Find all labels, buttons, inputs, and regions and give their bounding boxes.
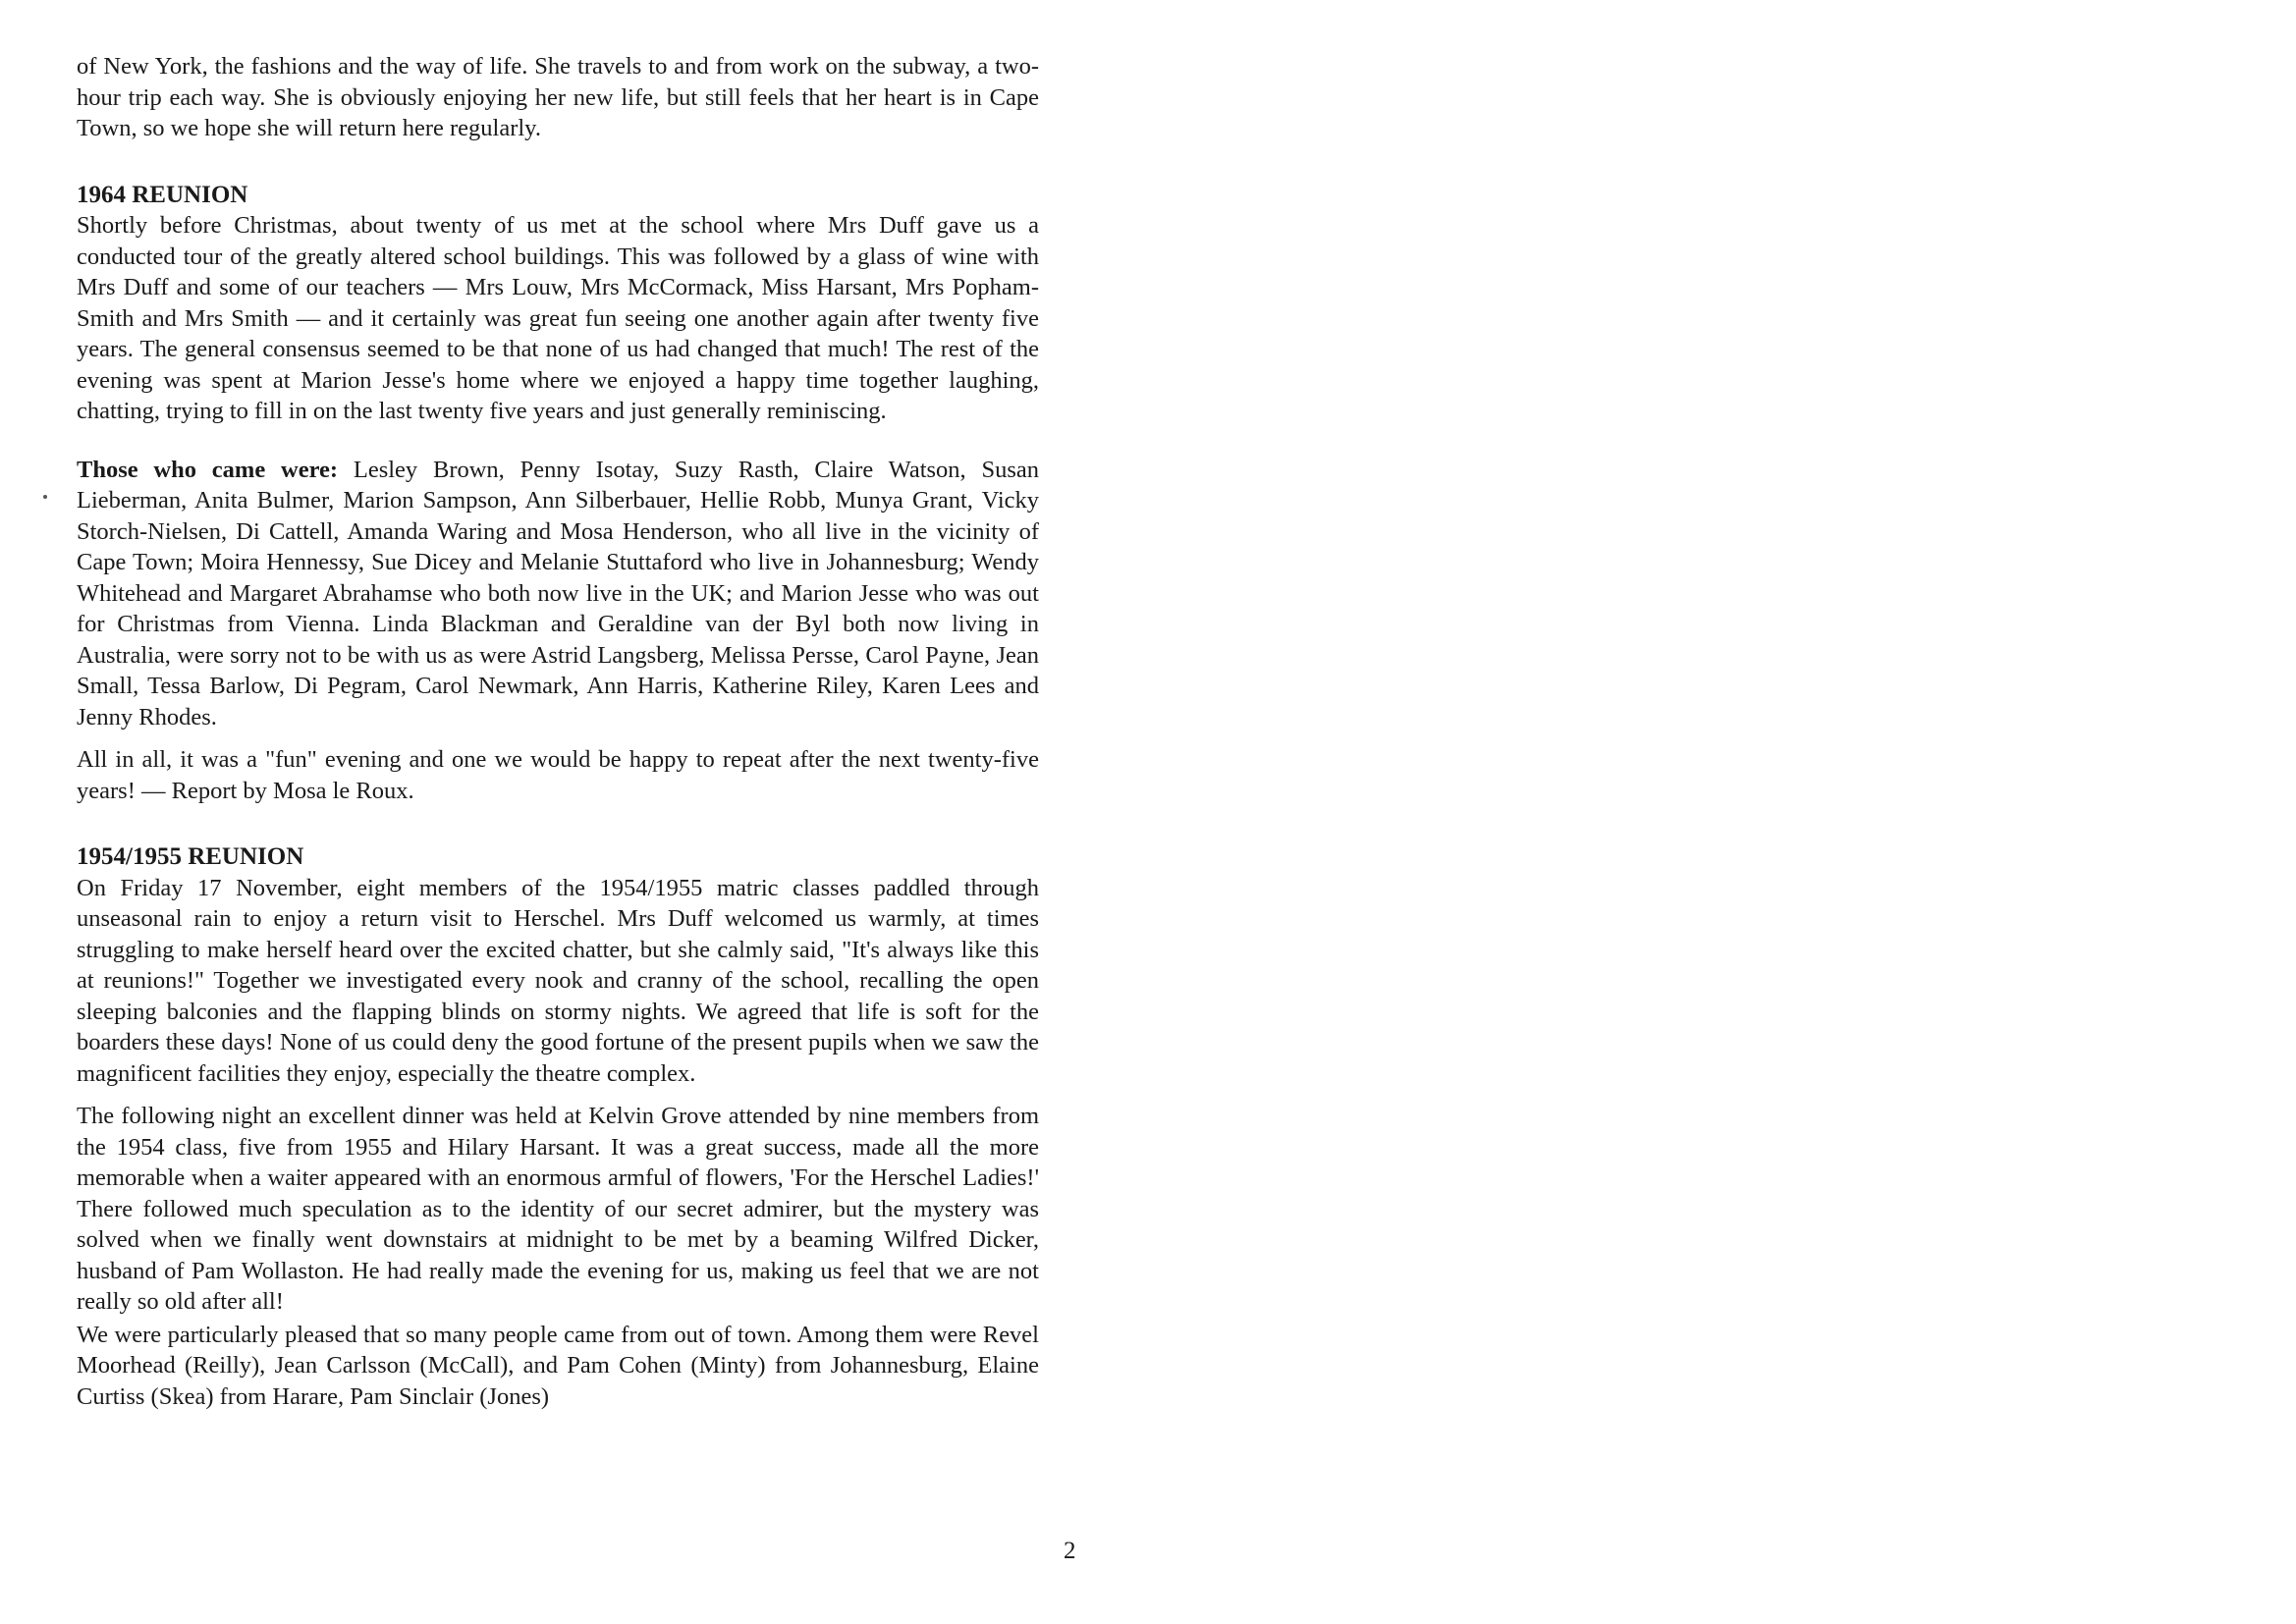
attendees-text: Lesley Brown, Penny Isotay, Suzy Rasth, Claire Watson, Susan Lieberman, Anita Bulmer, Marion Sampson, Ann Silberbauer, Hellie Robb, Munya Grant, Vicky Storch-Nielsen, Di Cattell, Amanda Waring and Mosa Henderson, who all live in the vicinity of Cape Town; Moira Hennessy, Sue Dicey and Melanie Stuttaford who live in Johannesburg; Wendy Whitehead and Margaret Abrahamse who both now live in the UK; and Marion Jesse who was out for Christmas from Vienna. Linda Blackman and Geraldine van der Byl both now living in Australia, were sorry not to be with us as were Astrid Langsberg, Melissa Persse, Carol Payne, Jean Small, Tessa Barlow, Di Pegram, Carol Newmark, Ann Harris, Katherine Riley, Karen Lees and Jenny Rhodes. [77,456,1039,731]
reunion-1954-paragraph-2: The following night an excellent dinner was held at Kelvin Grove attended by nine members from the 1954 class, five from 1955 and Hilary Harsant. It was a great success, made all the more memorable when a waiter appeared with an enormous armful of flowers, 'For the Herschel Ladies!' There followed much speculation as to the identity of our secret admirer, but the mystery was solved when we finally went downstairs at midnight to be met by a beaming Wilfred Dicker, husband of Pam Wollaston. He had really made the evening for us, making us feel that we are not really so old after all! [77,1103,1039,1315]
page-number: 2 [1064,1538,1076,1564]
section-spacer [77,806,1039,841]
heading-1964-reunion: 1964 REUNION [77,181,248,208]
heading-1954-1955-reunion: 1954/1955 REUNION [77,843,304,870]
attendees-lead: Those who came were: [77,456,339,483]
stray-mark [43,495,47,499]
paragraph-spacer [77,732,1039,744]
reunion-1964-closing: All in all, it was a "fun" evening and one we would be happy to repeat after the next twenty-five years! — Report by Mosa le Roux. [77,746,1039,804]
text-column [77,51,1039,1412]
intro-paragraph: of New York, the fashions and the way of life. She travels to and from work on the subway, a two-hour trip each way. She is obviously enjoying her new life, but still feels that her heart is in Cape Town, so we hope she will return here regularly. [77,53,1039,141]
paragraph-spacer [77,1089,1039,1101]
reunion-1954-paragraph-1: On Friday 17 November, eight members of the 1954/1955 matric classes paddled through unseasonal rain to enjoy a return visit to Herschel. Mrs Duff welcomed us warmly, at times struggling to make herself heard over the excited chatter, but she calmly said, "It's always like this at reunions!" Together we investigated every nook and cranny of the school, recalling the open sleeping balconies and the flapping blinds on stormy nights. We agreed that life is soft for the boarders these days! None of us could deny the good fortune of the present pupils when we saw the magnificent facilities they enjoy, especially the theatre complex. [77,874,1039,1087]
attendees-paragraph [77,455,1039,733]
section-spacer [77,144,1039,180]
reunion-1954-paragraph-3: We were particularly pleased that so many people came from out of town. Among them were Revel Moorhead (Reilly), Jean Carlsson (McCall), and Pam Cohen (Minty) from Johannesburg, Elaine Curtiss (Skea) from Harare, Pam Sinclair (Jones) [77,1321,1039,1410]
paragraph-spacer [77,427,1039,455]
reunion-1964-paragraph: Shortly before Christmas, about twenty of us met at the school where Mrs Duff gave us a conducted tour of the greatly altered school buildings. This was followed by a glass of wine with Mrs Duff and some of our teachers — Mrs Louw, Mrs McCormack, Miss Harsant, Mrs Popham-Smith and Mrs Smith — and it certainly was great fun seeing one another again after twenty five years. The general consensus seemed to be that none of us had changed that much! The rest of the evening was spent at Marion Jesse's home where we enjoyed a happy time together laughing, chatting, trying to fill in on the last twenty five years and just generally reminiscing. [77,212,1039,424]
